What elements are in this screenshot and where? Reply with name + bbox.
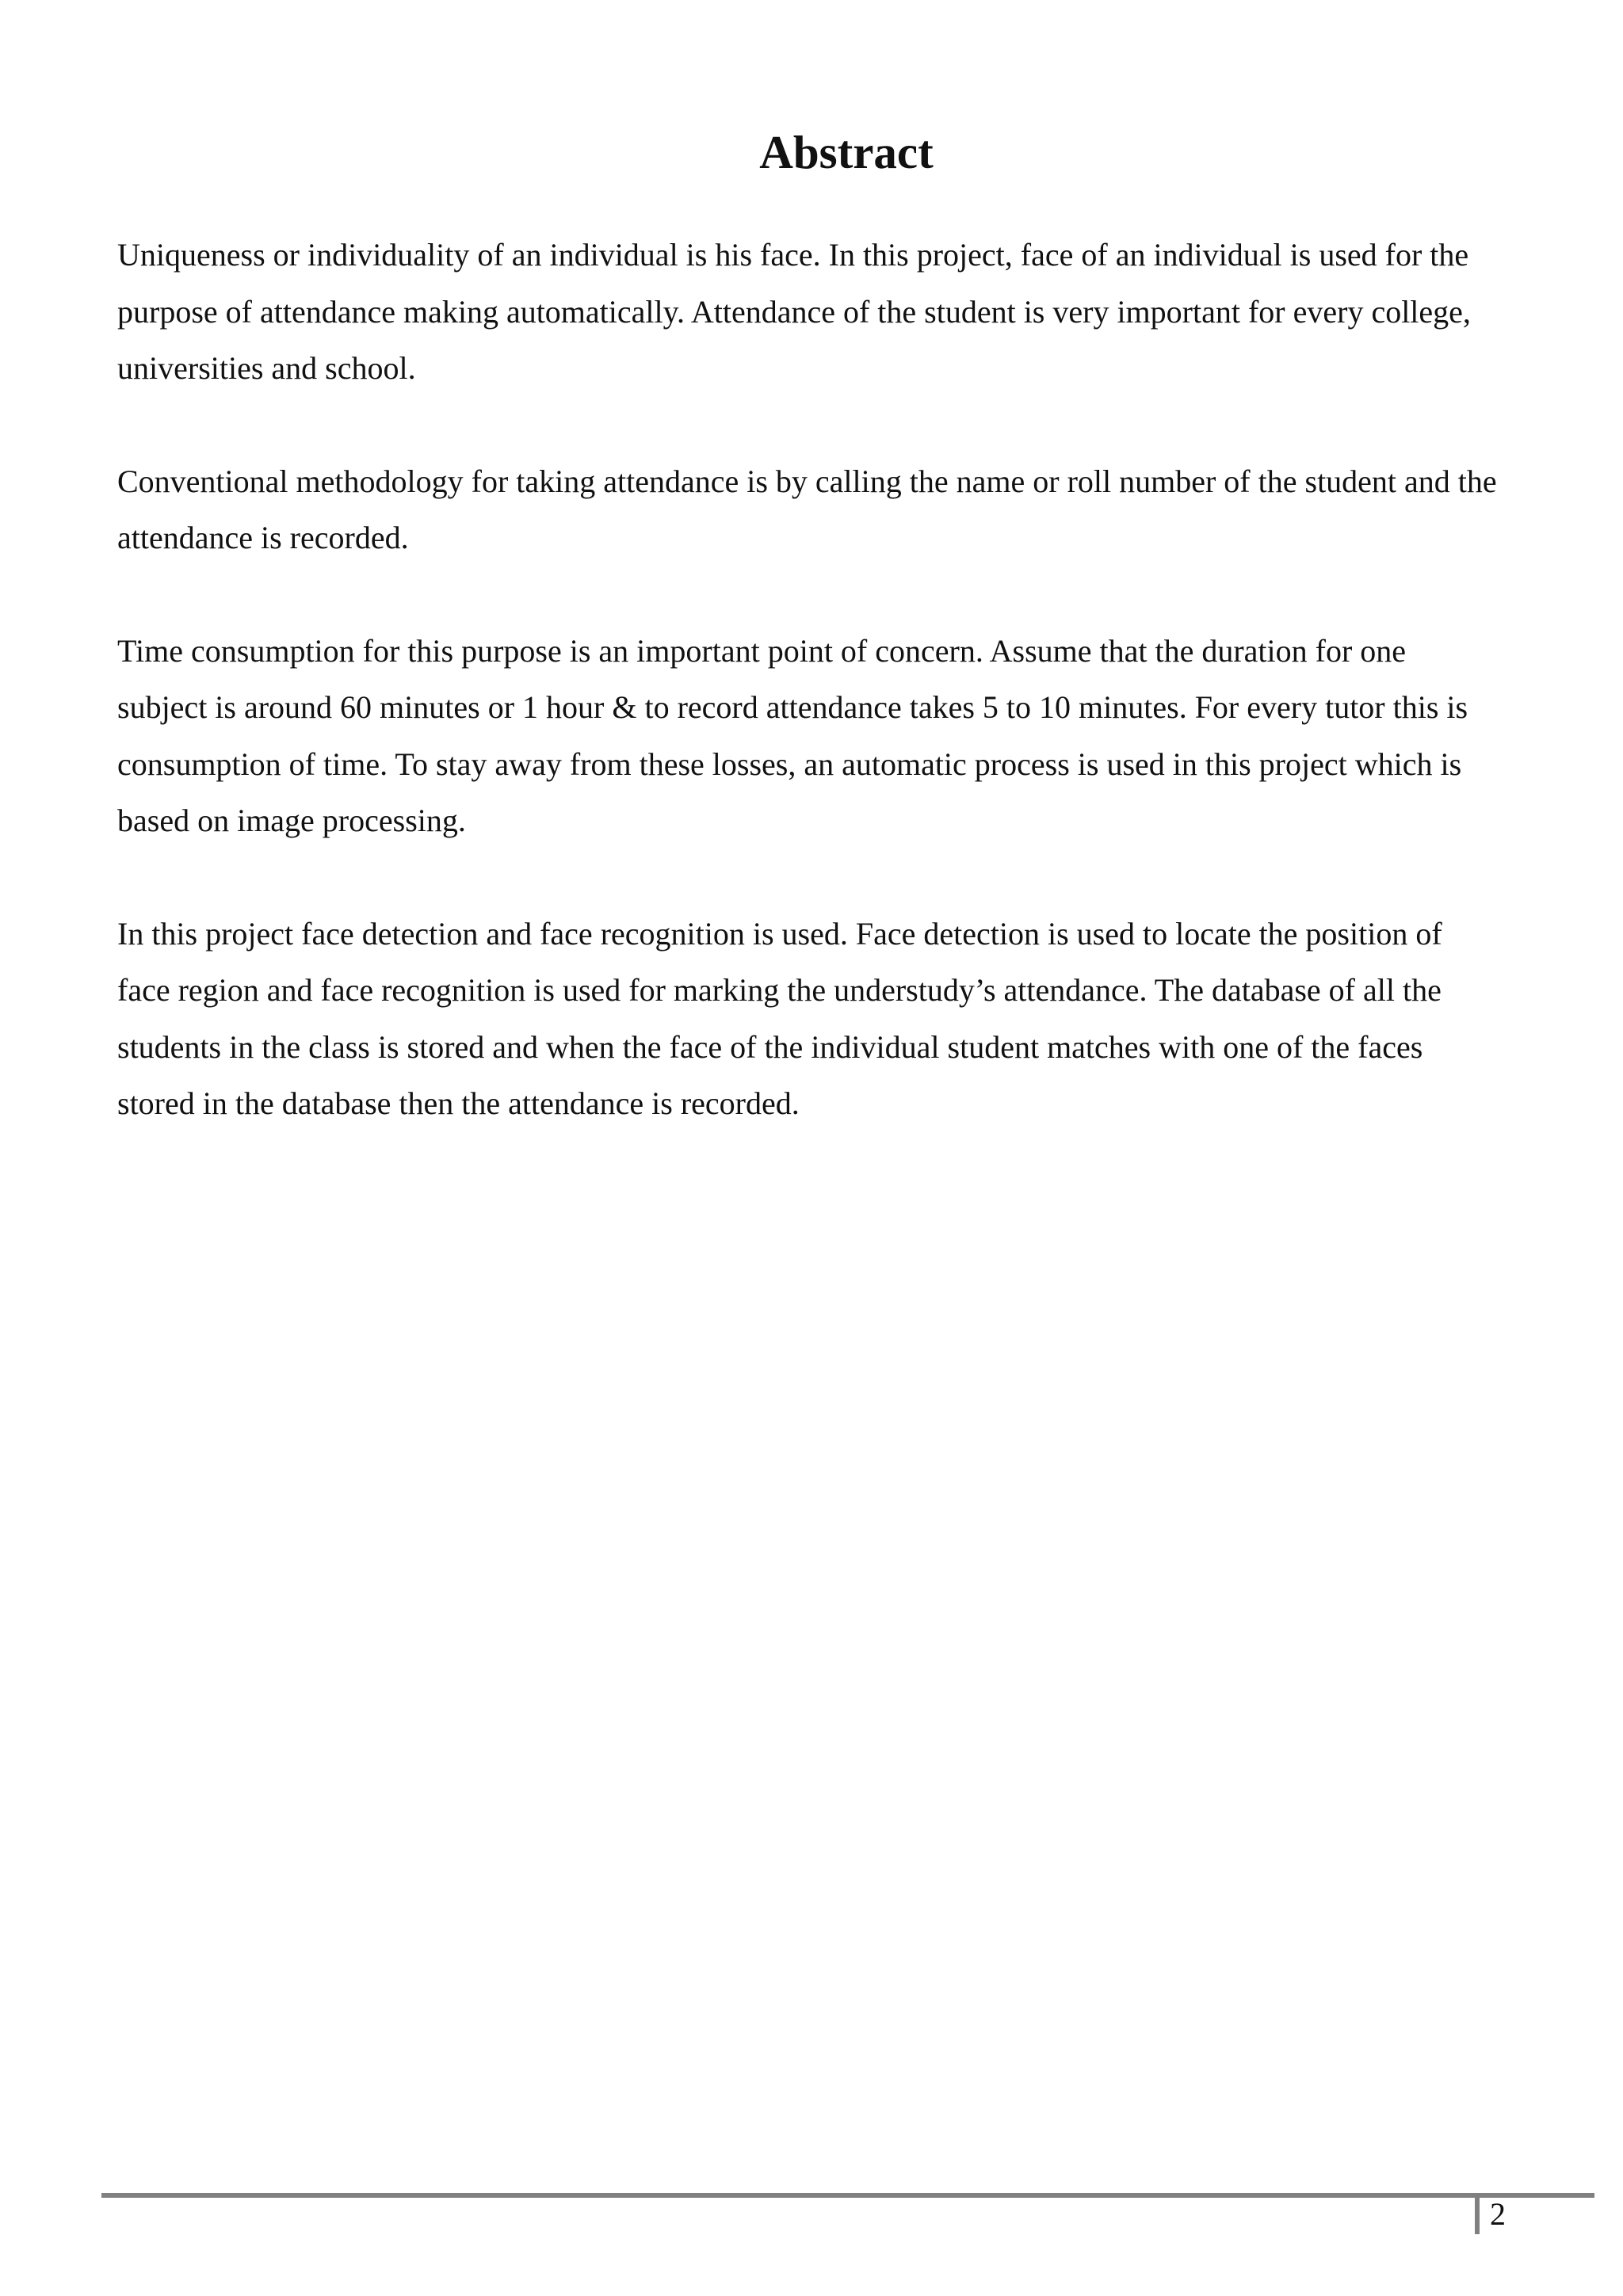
- page-number-marker: [1475, 2198, 1480, 2234]
- text-line: students in the class is stored and when the face of the individual student matches with one of the faces: [117, 1028, 1423, 1065]
- paragraph-1: [117, 227, 1560, 397]
- page-number: 2: [1490, 2196, 1506, 2232]
- paragraph-3: [117, 623, 1560, 849]
- text-line: In this project face detection and face recognition is used. Face detection is used to locate the position of: [117, 915, 1442, 952]
- text-line: Uniqueness or individuality of an individual is his face. In this project, face of an individual is used for the: [117, 237, 1469, 273]
- text-line: purpose of attendance making automatically. Attendance of the student is very important for every college,: [117, 293, 1471, 330]
- text-line: universities and school.: [117, 350, 416, 386]
- text-line: stored in the database then the attendance is recorded.: [117, 1085, 800, 1121]
- text-line: Conventional methodology for taking attendance is by calling the name or roll number of the student and the: [117, 463, 1497, 499]
- paragraph-2: [117, 453, 1560, 566]
- text-line: based on image processing.: [117, 803, 466, 838]
- footer-divider: [101, 2193, 1594, 2198]
- paragraph-4: [117, 906, 1560, 1132]
- page-title: Abstract: [759, 126, 934, 178]
- text-line: subject is around 60 minutes or 1 hour & to record attendance takes 5 to 10 minutes. For every tutor this is: [117, 689, 1468, 725]
- text-line: consumption of time. To stay away from these losses, an automatic process is used in this project which is: [117, 746, 1462, 782]
- abstract-body: [117, 227, 1560, 1188]
- text-line: attendance is recorded.: [117, 520, 409, 555]
- text-line: Time consumption for this purpose is an important point of concern. Assume that the duration for one: [117, 632, 1407, 669]
- text-line: face region and face recognition is used for marking the understudy’s attendance. The database of all the: [117, 972, 1442, 1008]
